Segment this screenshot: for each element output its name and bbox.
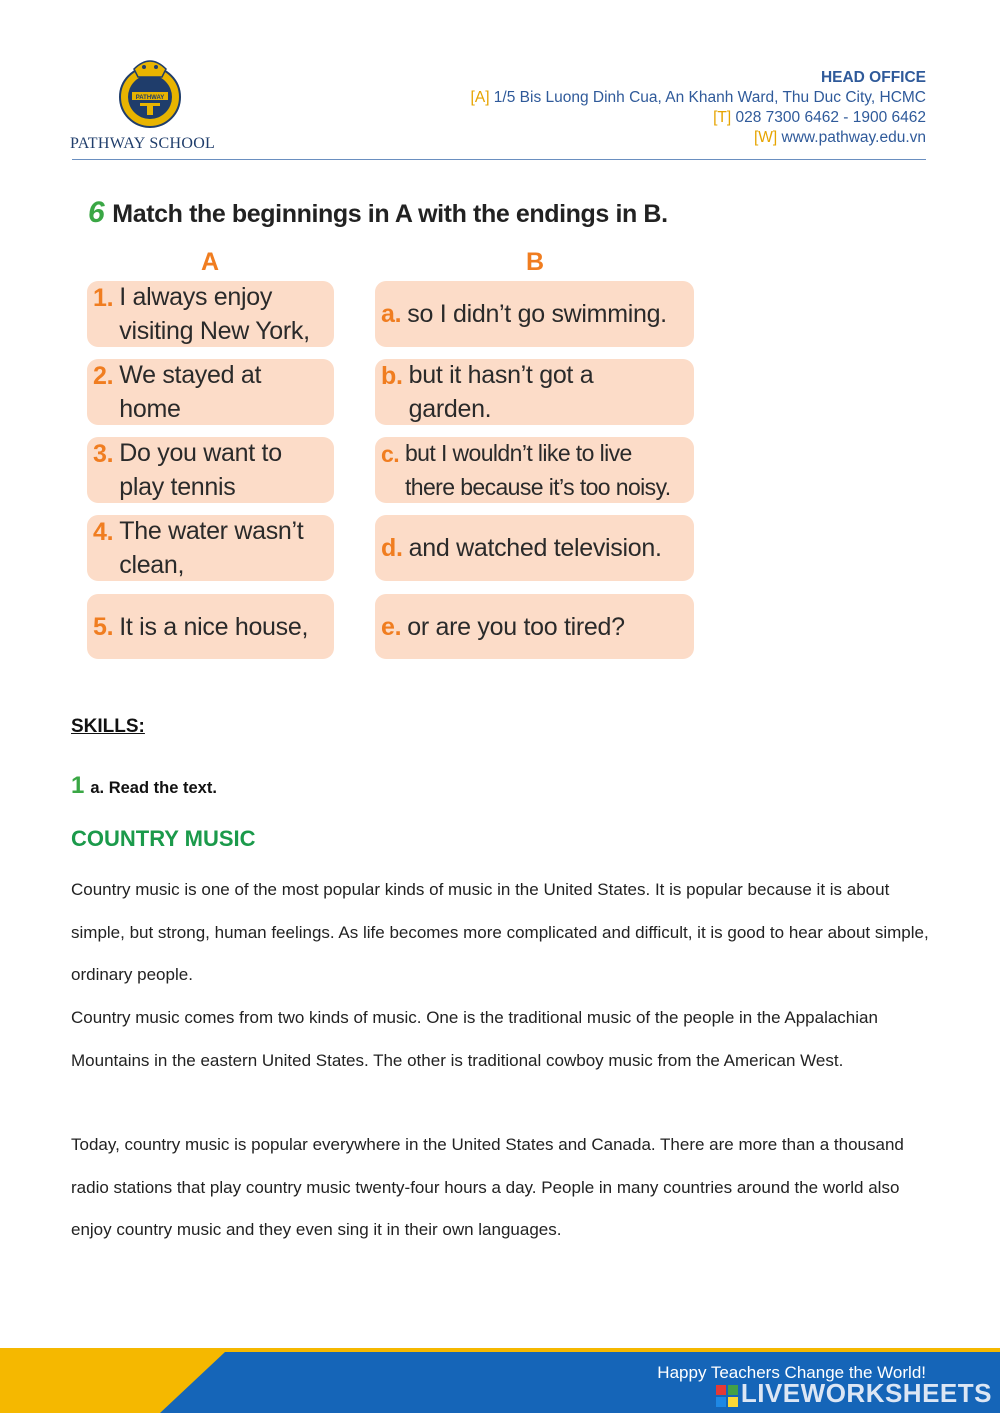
head-office-block	[471, 68, 926, 148]
item-label: 3.	[93, 440, 114, 468]
item-text: or are you too tired?	[407, 612, 625, 641]
item-label: e.	[381, 612, 402, 641]
exercise-6-title	[88, 196, 668, 230]
item-label: d.	[381, 534, 403, 562]
liveworksheets-brand[interactable]	[716, 1378, 992, 1409]
item-text: Do you want to play tennis	[119, 439, 282, 501]
task-instruction: a. Read the text.	[90, 779, 217, 797]
item-label: 2.	[93, 362, 114, 390]
match-item-a4[interactable]	[87, 515, 334, 581]
column-b-heading: B	[526, 248, 545, 276]
item-label: b.	[381, 362, 403, 390]
address-text: 1/5 Bis Luong Dinh Cua, An Khanh Ward, Thu Duc City, HCMC	[489, 89, 926, 106]
task-number: 1	[71, 772, 85, 799]
school-logo	[70, 55, 240, 155]
match-item-b-c[interactable]	[375, 437, 694, 503]
header-divider	[72, 159, 926, 160]
office-title: HEAD OFFICE	[820, 69, 926, 86]
match-item-b-e[interactable]	[375, 594, 694, 659]
item-label: 5.	[93, 612, 114, 641]
match-item-b-a[interactable]	[375, 281, 694, 347]
logo-crest-text: PATHWAY	[135, 95, 165, 101]
item-text: but it hasn’t got a garden.	[408, 361, 594, 423]
paragraph-2: Country music comes from two kinds of music. One is the traditional music of the people in the Appalachian Mountains in the eastern United States. The other is traditional cowboy music from the American West.	[71, 1008, 878, 1070]
exercise-instruction: Match the beginnings in A with the endings in B.	[112, 200, 668, 228]
item-text: so I didn’t go swimming.	[407, 300, 667, 328]
match-item-a5[interactable]	[87, 594, 334, 659]
item-text: I always enjoy visiting New York,	[119, 283, 310, 345]
school-name: PATHWAY SCHOOL	[70, 135, 216, 152]
school-crest-icon	[118, 55, 182, 131]
phone-text: 028 7300 6462 - 1900 6462	[731, 109, 926, 126]
paragraph-3: Today, country music is popular everywhere in the United States and Canada. There are more than a thousand radio stations that play country music twenty-four hours a day. People in many countries around the world also enjoy country music and they even sing it in their own languages.	[71, 1135, 904, 1240]
match-item-a3[interactable]	[87, 437, 334, 503]
item-label: 1.	[93, 284, 114, 312]
match-item-a1[interactable]	[87, 281, 334, 347]
item-text: and watched television.	[408, 534, 662, 562]
column-a-heading: A	[201, 248, 220, 276]
liveworksheets-logo-icon	[716, 1383, 738, 1405]
match-item-b-b[interactable]	[375, 359, 694, 425]
item-text: We stayed at home	[119, 361, 262, 423]
item-label: 4.	[93, 518, 114, 546]
skills-heading: SKILLS:	[71, 716, 145, 737]
phone-tag: [T]	[713, 109, 732, 126]
office-address	[471, 88, 926, 108]
paragraph-1: Country music is one of the most popular kinds of music in the United States. It is popular because it is about simple, but strong, human feelings. As life becomes more complicated and difficult, it is good to hear about simple, ordinary people.	[71, 880, 929, 985]
office-web	[471, 128, 926, 148]
match-item-a2[interactable]	[87, 359, 334, 425]
address-tag: [A]	[470, 89, 490, 106]
task-1a	[71, 772, 217, 800]
item-text: but I wouldn’t like to live there because it’s too noisy.	[404, 440, 671, 500]
office-phone	[471, 108, 926, 128]
article-title: COUNTRY MUSIC	[71, 826, 256, 851]
brand-text: LIVEWORKSHEETS	[740, 1378, 992, 1408]
exercise-number: 6	[88, 196, 105, 229]
web-tag: [W]	[753, 129, 778, 146]
item-label: a.	[381, 300, 402, 328]
item-text: The water wasn’t clean,	[119, 517, 304, 579]
item-label: c.	[381, 441, 399, 467]
item-text: It is a nice house,	[119, 612, 309, 641]
footer-slogan: Happy Teachers Change the World!	[657, 1363, 926, 1382]
web-link[interactable]: www.pathway.edu.vn	[777, 129, 926, 146]
match-item-b-d[interactable]	[375, 515, 694, 581]
